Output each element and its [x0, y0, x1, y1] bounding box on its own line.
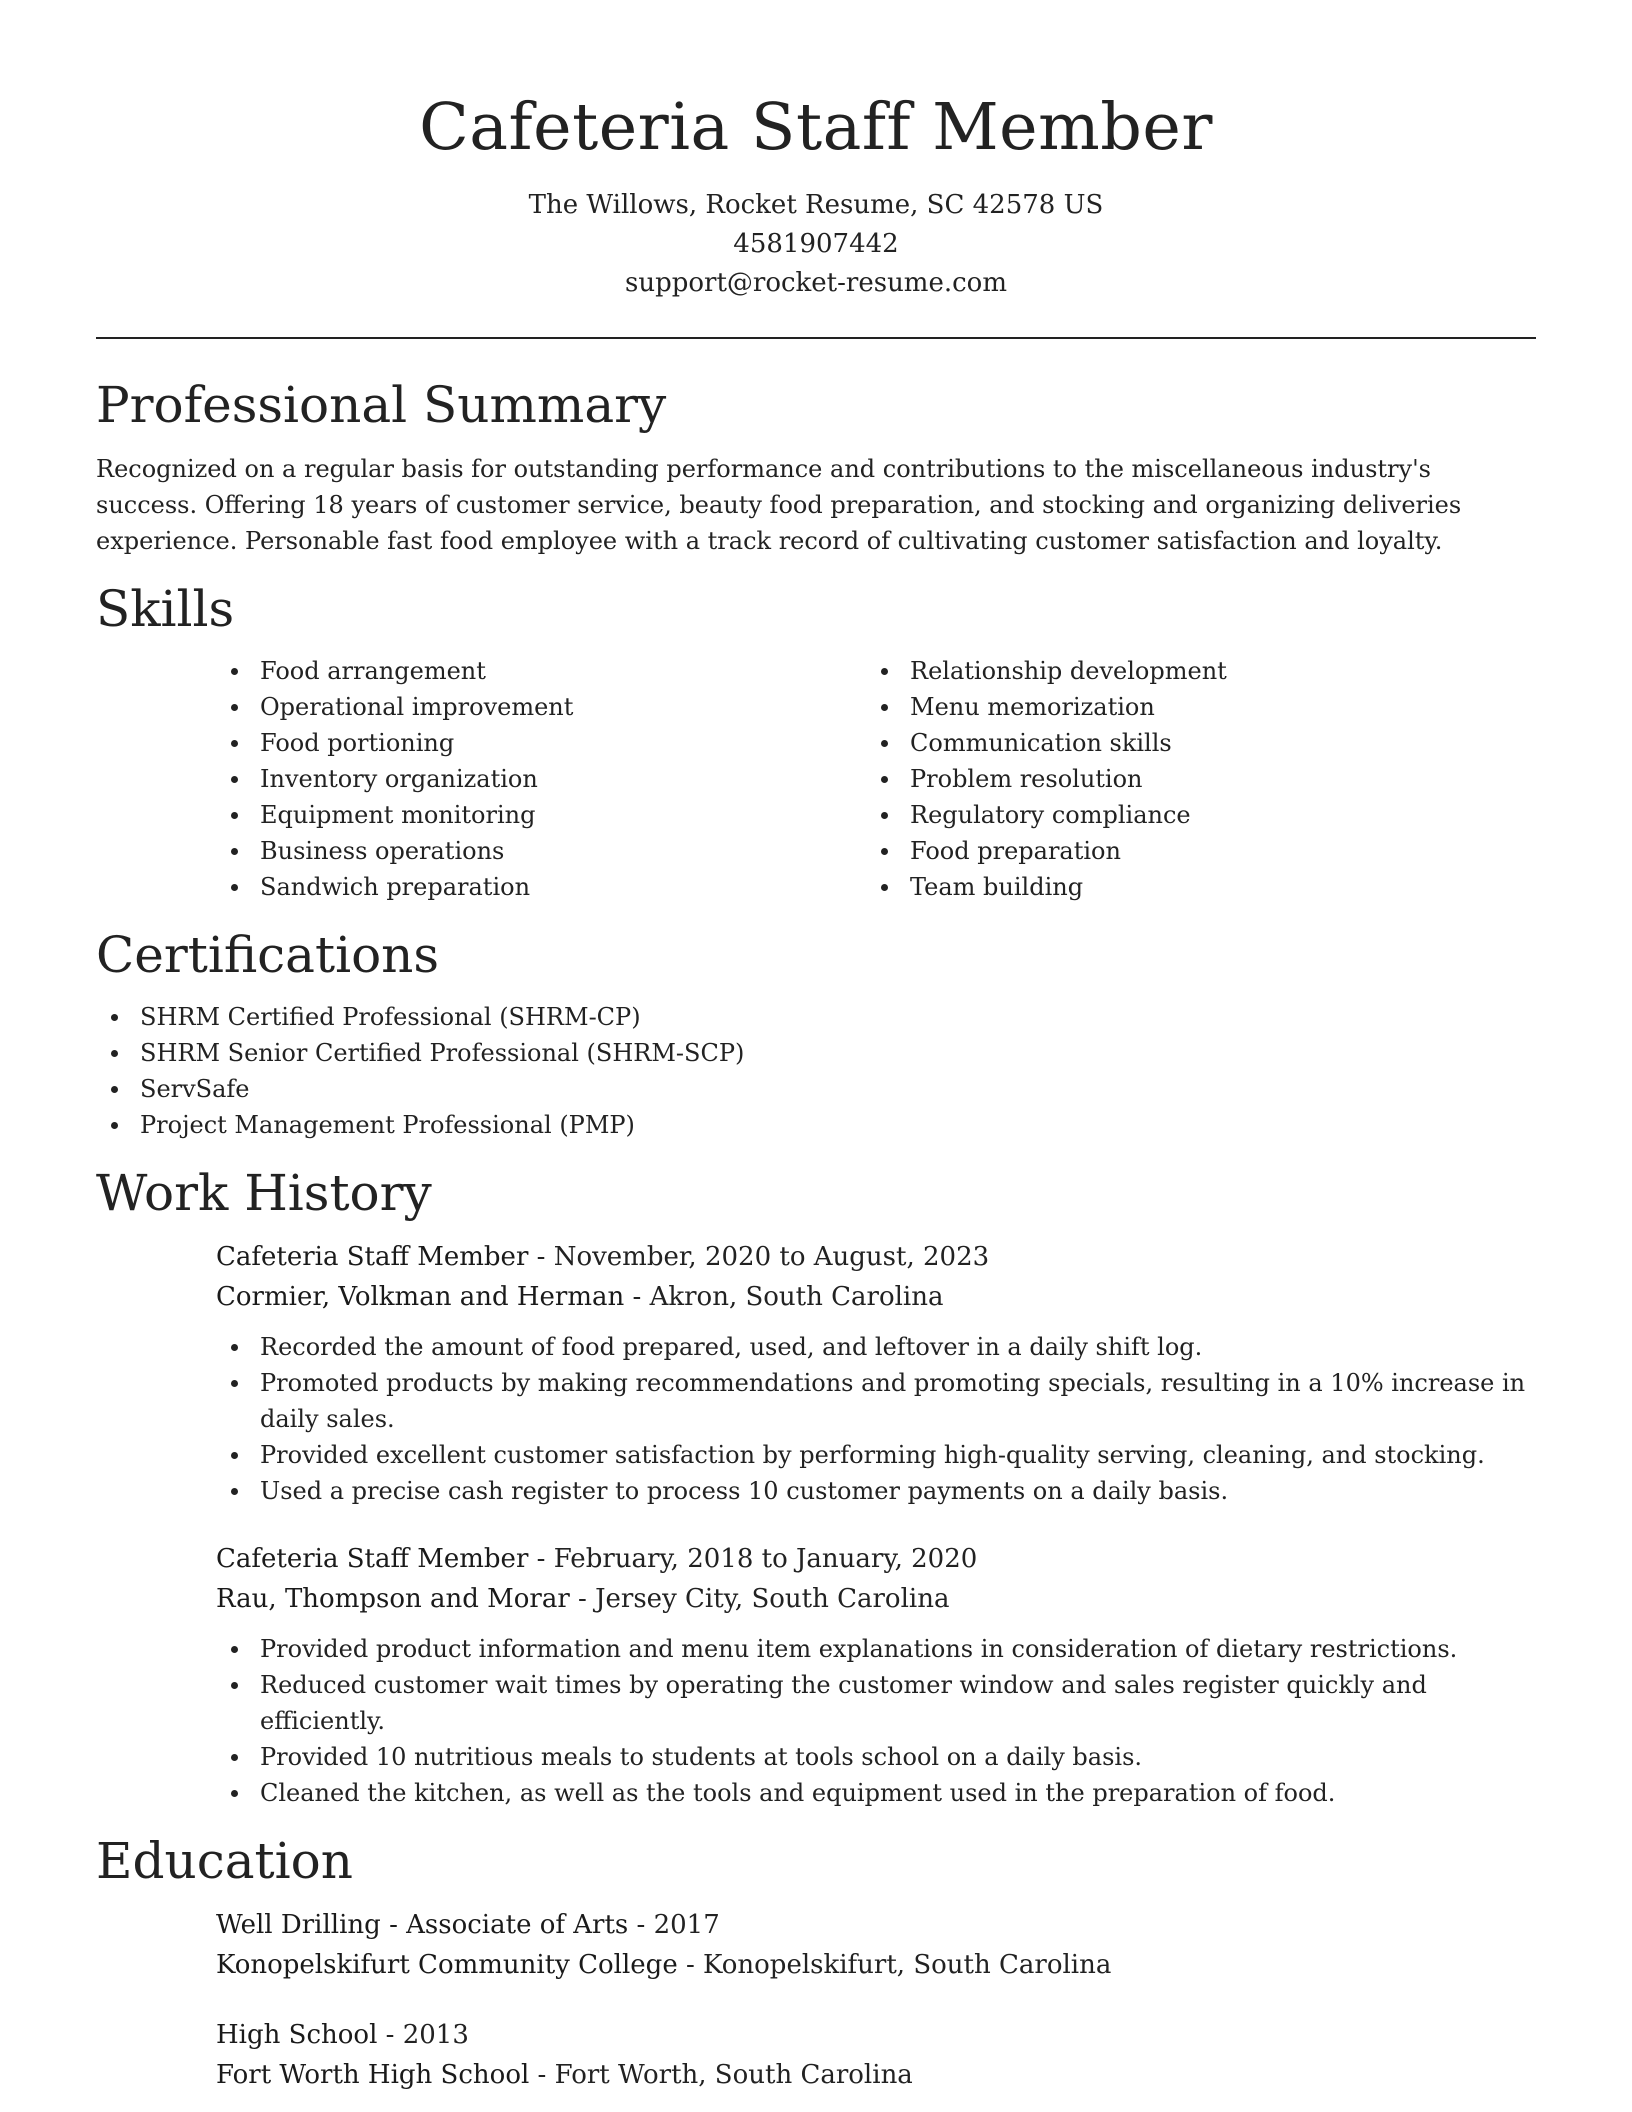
list-item: Team building — [866, 869, 1516, 905]
job-org-line — [216, 1277, 1536, 1317]
list-item: Project Management Professional (PMP) — [96, 1107, 1536, 1143]
education-location: - Konopelskifurt, South Carolina — [677, 1950, 1112, 1980]
list-item: Sandwich preparation — [216, 869, 866, 905]
job-location: - Akron, South Carolina — [624, 1282, 944, 1312]
job-company: Rau, Thompson and Morar — [216, 1584, 570, 1614]
list-item: Food portioning — [216, 725, 866, 761]
list-item: Promoted products by making recommendations and promoting specials, resulting in a 10% increase in daily sales. — [216, 1365, 1536, 1437]
job-title-line — [216, 1539, 1536, 1579]
skills-list-right — [866, 653, 1516, 905]
skills-columns — [216, 653, 1536, 905]
education-degree-line — [216, 1905, 1536, 1945]
certifications-list — [96, 999, 1536, 1143]
job-entry — [216, 1539, 1536, 1811]
list-item: Food preparation — [866, 833, 1516, 869]
job-position: Cafeteria Staff Member — [216, 1544, 529, 1574]
skills-list-left — [216, 653, 866, 905]
work-history-section — [96, 1161, 1536, 1811]
list-item: SHRM Senior Certified Professional (SHRM-SCP) — [96, 1035, 1536, 1071]
education-year: - 2013 — [377, 2020, 469, 2050]
job-position: Cafeteria Staff Member — [216, 1242, 529, 1272]
list-item: Relationship development — [866, 653, 1516, 689]
list-item: Business operations — [216, 833, 866, 869]
list-item: Recorded the amount of food prepared, used, and leftover in a daily shift log. — [216, 1329, 1536, 1365]
list-item: Provided 10 nutritious meals to students at tools school on a daily basis. — [216, 1739, 1536, 1775]
list-item: Cleaned the kitchen, as well as the tools and equipment used in the preparation of food. — [216, 1775, 1536, 1811]
list-item: ServSafe — [96, 1071, 1536, 1107]
job-dates: - November, 2020 to August, 2023 — [528, 1242, 990, 1272]
education-entry — [216, 2015, 1536, 2095]
certifications-section — [96, 923, 1536, 1143]
education-location: - Fort Worth, South Carolina — [529, 2060, 913, 2090]
list-item: Problem resolution — [866, 761, 1516, 797]
list-item: Food arrangement — [216, 653, 866, 689]
header-divider — [96, 337, 1536, 339]
skills-section — [96, 577, 1536, 905]
education-degree: High School — [216, 2020, 378, 2050]
resume-page — [96, 0, 1536, 2095]
work-history-heading: Work History — [96, 1164, 432, 1222]
summary-heading: Professional Summary — [96, 376, 667, 434]
contact-info — [96, 186, 1536, 303]
contact-phone: 4581907442 — [733, 229, 899, 259]
job-location: - Jersey City, South Carolina — [569, 1584, 950, 1614]
list-item: Operational improvement — [216, 689, 866, 725]
summary-text: Recognized on a regular basis for outstanding performance and contributions to the miscellaneous industry's success. Offering 18 years of customer service, beauty food preparation, and stocking and organizing deliveries experience. Personable fast food employee with a track record of cultivating customer satisfaction and loyalty. — [96, 455, 1462, 555]
summary-section — [96, 373, 1536, 559]
education-school: Fort Worth High School — [216, 2060, 530, 2090]
job-entry — [216, 1237, 1536, 1509]
job-bullets — [216, 1631, 1536, 1811]
list-item: Menu memorization — [866, 689, 1516, 725]
candidate-name: Cafeteria Staff Member — [419, 90, 1213, 165]
education-section — [96, 1829, 1536, 2095]
education-school: Konopelskifurt Community College — [216, 1950, 678, 1980]
education-year: - 2017 — [628, 1910, 720, 1940]
contact-email: support@rocket-resume.com — [624, 268, 1007, 298]
list-item: Communication skills — [866, 725, 1516, 761]
job-company: Cormier, Volkman and Herman — [216, 1282, 625, 1312]
list-item: SHRM Certified Professional (SHRM-CP) — [96, 999, 1536, 1035]
job-title-line — [216, 1237, 1536, 1277]
certifications-heading: Certifications — [96, 926, 440, 984]
skills-heading: Skills — [96, 580, 235, 638]
job-dates: - February, 2018 to January, 2020 — [528, 1544, 978, 1574]
education-school-line — [216, 1945, 1536, 1985]
list-item: Inventory organization — [216, 761, 866, 797]
education-degree: Well Drilling - Associate of Arts — [216, 1910, 629, 1940]
list-item: Provided product information and menu item explanations in consideration of dietary restrictions. — [216, 1631, 1536, 1667]
job-bullets — [216, 1329, 1536, 1509]
list-item: Used a precise cash register to process 10 customer payments on a daily basis. — [216, 1473, 1536, 1509]
list-item: Equipment monitoring — [216, 797, 866, 833]
list-item: Regulatory compliance — [866, 797, 1516, 833]
education-degree-line — [216, 2015, 1536, 2055]
education-school-line — [216, 2055, 1536, 2095]
resume-header — [96, 0, 1536, 303]
education-heading: Education — [96, 1832, 353, 1890]
job-org-line — [216, 1579, 1536, 1619]
list-item: Provided excellent customer satisfaction by performing high-quality serving, cleaning, and stocking. — [216, 1437, 1536, 1473]
education-entry — [216, 1905, 1536, 1985]
list-item: Reduced customer wait times by operating the customer window and sales register quickly and efficiently. — [216, 1667, 1536, 1739]
contact-address: The Willows, Rocket Resume, SC 42578 US — [528, 190, 1104, 220]
